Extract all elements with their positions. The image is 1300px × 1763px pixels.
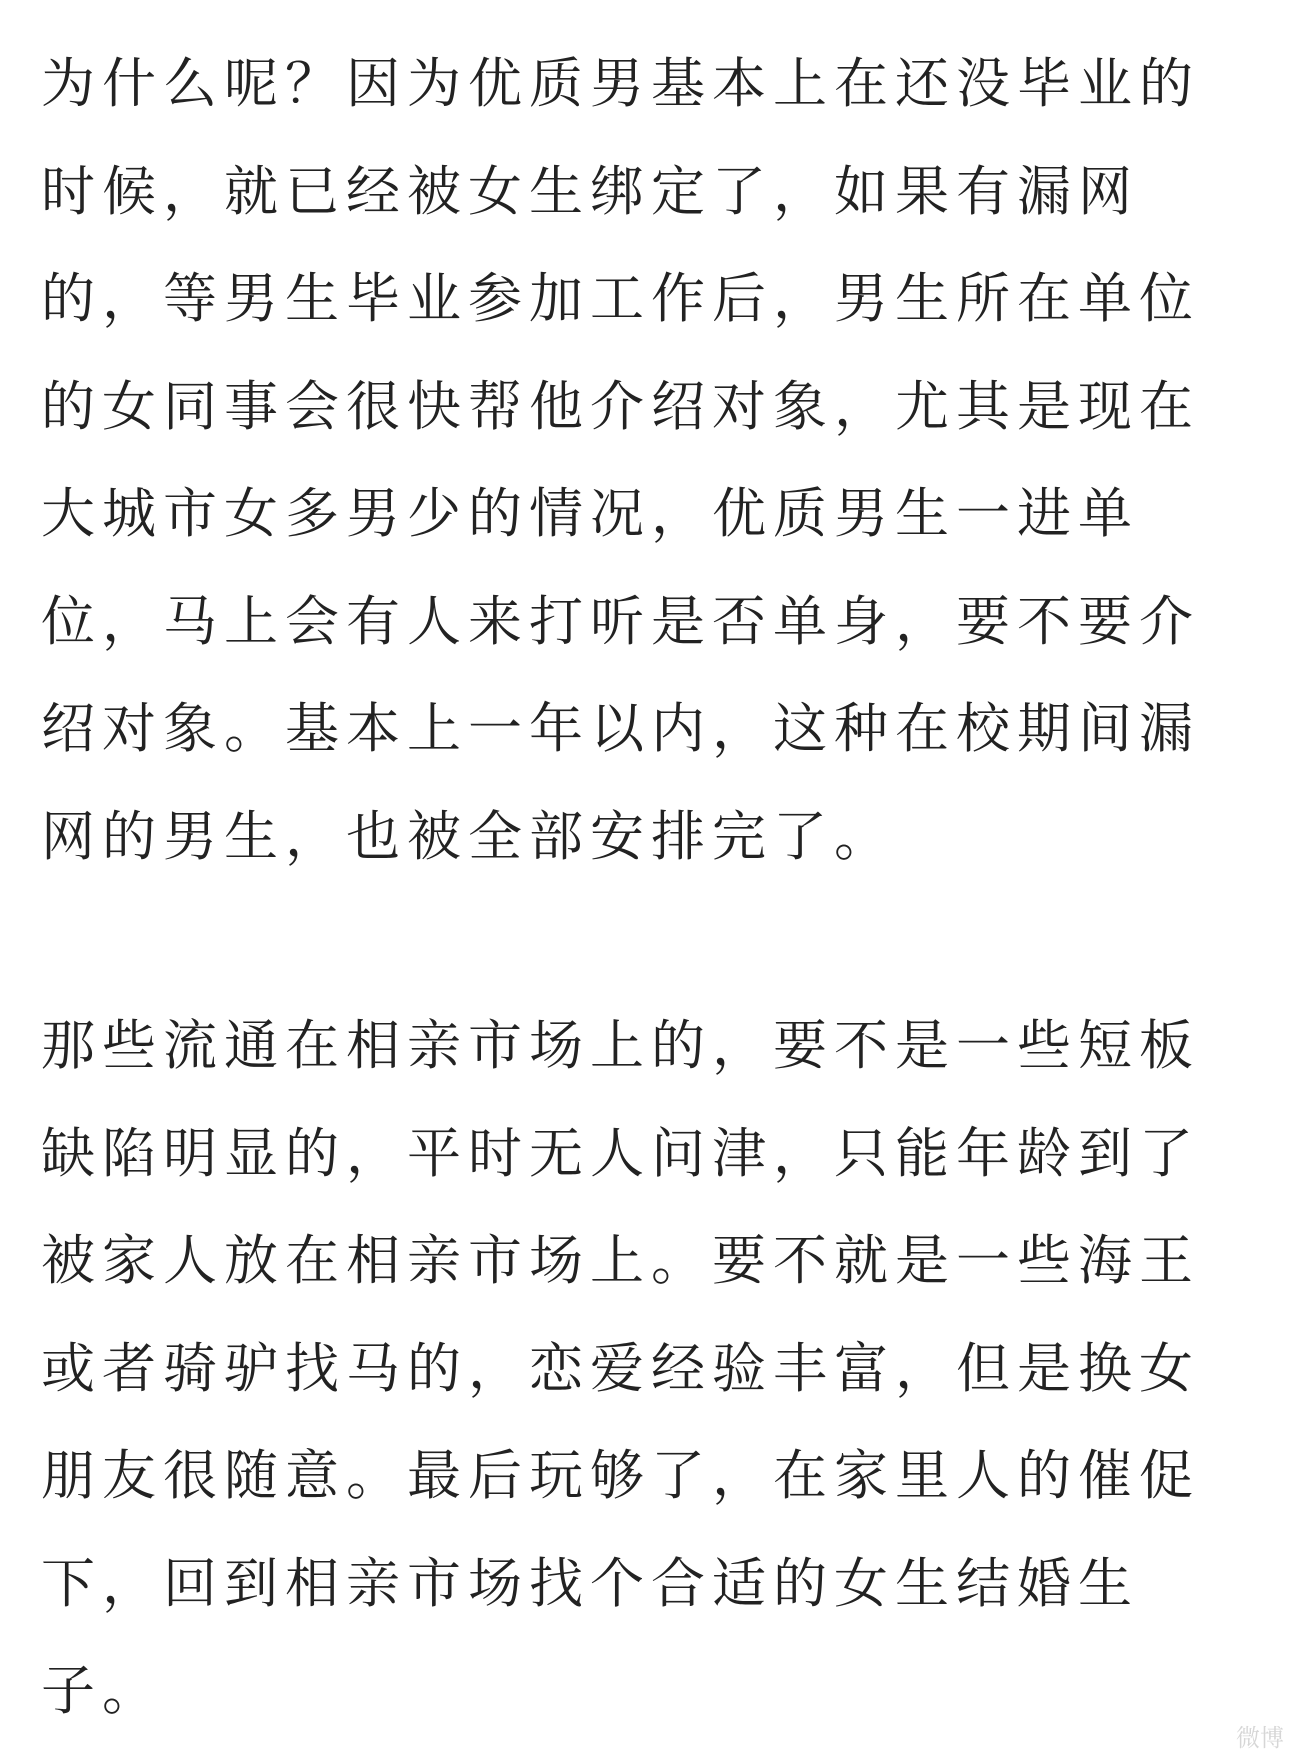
text-line: 的女同事会很快帮他介绍对象，尤其是现在 xyxy=(41,374,1200,438)
text-line: 大城市女多男少的情况，优质男生一进单 xyxy=(41,482,1139,545)
text-line: 缺陷明显的，平时无人问津，只能年龄到了 xyxy=(41,1121,1200,1185)
text-line: 的，等男生毕业参加工作后，男生所在单位 xyxy=(41,267,1200,330)
text-line: 时候，就已经被女生绑定了，如果有漏网 xyxy=(41,159,1139,223)
paragraph-2 xyxy=(41,1000,1271,1753)
article-body xyxy=(41,38,1271,1753)
text-line: 或者骑驴找马的，恋爱经验丰富，但是换女 xyxy=(41,1336,1200,1400)
watermark: 微博 xyxy=(1236,1724,1284,1752)
text-line: 被家人放在相亲市场上。要不就是一些海王 xyxy=(41,1229,1200,1292)
text-line: 朋友很随意。最后玩够了，在家里人的催促 xyxy=(41,1444,1200,1507)
text-line: 子。 xyxy=(41,1659,163,1722)
paragraph-spacer xyxy=(41,898,1271,1000)
paragraph-1 xyxy=(41,38,1271,898)
text-line: 那些流通在相亲市场上的，要不是一些短板 xyxy=(41,1014,1200,1077)
text-line: 绍对象。基本上一年以内，这种在校期间漏 xyxy=(41,697,1200,760)
text-line: 网的男生，也被全部安排完了。 xyxy=(41,804,895,868)
text-line: 下，回到相亲市场找个合适的女生结婚生 xyxy=(41,1551,1139,1615)
text-line: 位，马上会有人来打听是否单身，要不要介 xyxy=(41,589,1200,653)
text-line: 为什么呢？因为优质男基本上在还没毕业的 xyxy=(41,52,1200,115)
